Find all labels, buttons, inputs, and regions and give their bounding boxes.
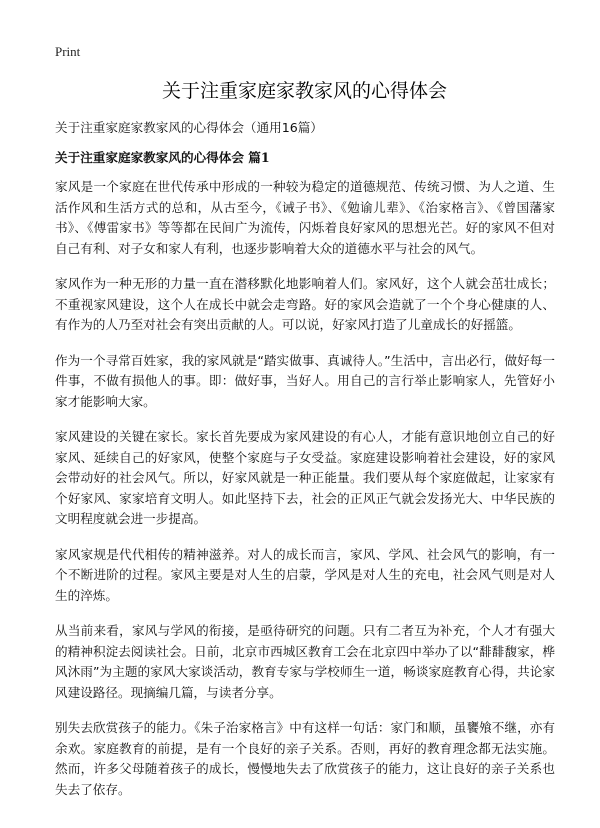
paragraph-5: 家风家规是代代相传的精神滋养。对人的成长而言，家风、学风、社会风气的影响，有一个不断进阶的过程。家风主要是对人生的启蒙，学风是对人生的充电，社会风气则是对人生的淬炼。	[55, 546, 555, 603]
document-title: 关于注重家庭家教家风的心得体会	[161, 80, 447, 102]
paragraph-6: 从当前来看，家风与学风的衔接，是亟待研究的问题。只有二者互为补充，个人才有强大的精神积淀去阅读社会。日前，北京市西城区教育工会在北京四中举办了以“馡馡馥家，桦风沐雨”为主题的家风大家谈活动，教育专家与学校师生一道，畅谈家庭教育心得，共论家风建设路径。现摘编几篇，与读者分享。	[55, 623, 555, 700]
section-heading: 关于注重家庭家教家风的心得体会 篇1	[55, 150, 270, 165]
print-link[interactable]: Print	[55, 44, 81, 59]
paragraph-2: 家风作为一种无形的力量一直在潜移默化地影响着人们。家风好，这个人就会茁壮成长；不重视家风建设，这个人在成长中就会走弯路。好的家风会造就了一个个身心健康的人、有作为的人乃至对社会有突出贡献的人。可以说，好家风打造了儿童成长的好摇篮。	[55, 276, 555, 332]
paragraph-1: 家风是一个家庭在世代传承中形成的一种较为稳定的道德规范、传统习惯、为人之道、生活作风和生活方式的总和，从古至今，《诫子书》、《勉谕儿辈》、《治家格言》、《曾国藩家书》、《傅雷家书》等等都在民间广为流传，闪烁着良好家风的思想光芒。好的家风不但对自己有利、对子女和家人有利，也逐步影响着大众的道德水平与社会的风气。	[55, 179, 555, 256]
paragraph-7: 别失去欣赏孩子的能力。《朱子治家格言》中有这样一句话：家门和顺，虽饔飧不继，亦有余欢。家庭教育的前提，是有一个良好的亲子关系。否则，再好的教育理念都无法实施。然而，许多父母随着孩子的成长，慢慢地失去了欣赏孩子的能力，这让良好的亲子关系也失去了依存。	[55, 720, 555, 797]
document-subtitle: 关于注重家庭家教家风的心得体会（通用16篇）	[55, 120, 323, 135]
document-body	[55, 118, 555, 815]
paragraph-4: 家风建设的关键在家长。家长首先要成为家风建设的有心人，才能有意识地创立自己的好家风、延续自己的好家风，使整个家庭与子女受益。家庭建设影响着社会建设，好的家风会带动好的社会风气。所以，好家风就是一种正能量。我们要从每个家庭做起，让家家有个好家风、家家培育文明人。如此坚持下去，社会的正风正气就会发扬光大、中华民族的文明程度就会进一步提高。	[55, 429, 555, 526]
paragraph-3: 作为一个寻常百姓家，我的家风就是“踏实做事、真诚待人。”生活中，言出必行，做好每一件事，不做有损他人的事。即：做好事，当好人。用自己的言行举止影响家人，先管好小家才能影响大家。	[55, 352, 555, 409]
